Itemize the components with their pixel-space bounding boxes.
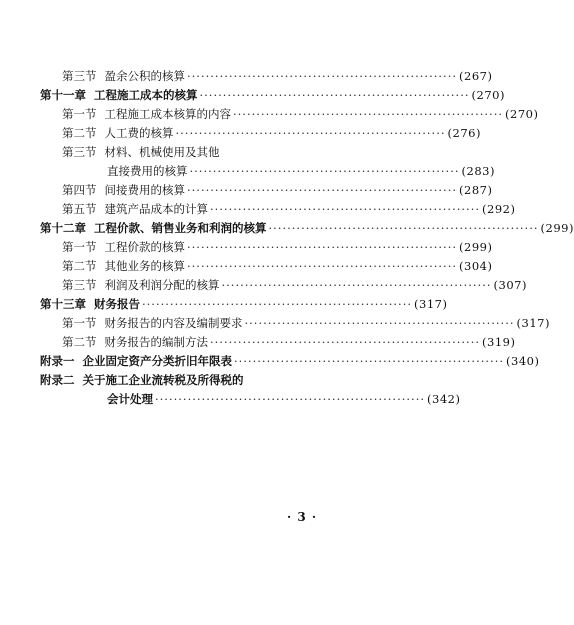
toc-entry-label: 第二节 xyxy=(62,259,97,273)
leader-dots: ·························································· xyxy=(187,69,458,83)
toc-entry xyxy=(62,182,493,198)
toc-entry-title: 其他业务的核算 xyxy=(104,259,185,273)
leader-dots: ·························································· xyxy=(244,316,515,330)
toc-entry xyxy=(62,334,516,350)
toc-entry-label: 第五节 xyxy=(62,202,97,216)
toc-entry-page: (299) xyxy=(459,240,493,254)
toc-entry-page: (342) xyxy=(427,392,461,406)
leader-dots: ·························································· xyxy=(189,164,460,178)
toc-entry-page: (299) xyxy=(540,221,574,235)
toc-entry-title: 财务报告的内容及编制要求 xyxy=(104,316,243,330)
toc-entry-label: 附录一 xyxy=(40,354,75,368)
toc-entry-title: 人工费的核算 xyxy=(104,126,174,140)
toc-entry-page: (270) xyxy=(505,107,539,121)
toc-entry-title: 建筑产品成本的计算 xyxy=(104,202,208,216)
toc-entry xyxy=(62,106,539,122)
toc-entry xyxy=(40,220,574,236)
leader-dots: ·························································· xyxy=(210,202,481,216)
toc-entry-label: 第十三章 xyxy=(40,297,86,311)
toc-entry-title: 关于施工企业流转税及所得税的 xyxy=(82,373,244,387)
toc-entry xyxy=(40,372,244,388)
leader-dots: ·························································· xyxy=(234,354,505,368)
toc-entry xyxy=(62,258,493,274)
page-number: · 3 · xyxy=(287,510,318,524)
toc-entry-label: 第二节 xyxy=(62,126,97,140)
leader-dots: ·························································· xyxy=(221,278,492,292)
toc-entry xyxy=(62,201,516,217)
toc-entry-title: 工程施工成本核算的内容 xyxy=(104,107,231,121)
toc-entry-label: 第十二章 xyxy=(40,221,86,235)
toc-entry xyxy=(62,315,550,331)
toc-entry xyxy=(107,391,461,407)
toc-entry-title: 财务报告的编制方法 xyxy=(104,335,208,349)
toc-entry xyxy=(62,239,493,255)
toc-entry xyxy=(62,125,481,141)
toc-entry-label: 第十一章 xyxy=(40,88,86,102)
toc-entry xyxy=(62,68,493,84)
toc-entry-title: 工程施工成本的核算 xyxy=(94,88,198,102)
toc-entry-label: 第三节 xyxy=(62,69,97,83)
toc-entry-label: 第一节 xyxy=(62,316,97,330)
toc-entry-title: 间接费用的核算 xyxy=(104,183,185,197)
toc-entry xyxy=(62,144,220,160)
toc-entry-page: (304) xyxy=(459,259,493,273)
leader-dots: ·························································· xyxy=(187,259,458,273)
leader-dots: ·························································· xyxy=(142,297,413,311)
toc-entry-title: 工程价款、销售业务和利润的核算 xyxy=(94,221,267,235)
toc-entry-title: 盈余公积的核算 xyxy=(104,69,185,83)
toc-entry-page: (283) xyxy=(461,164,495,178)
toc-entry-label: 第四节 xyxy=(62,183,97,197)
toc-entry-page: (292) xyxy=(482,202,516,216)
toc-entry-title: 直接费用的核算 xyxy=(107,164,188,178)
toc-entry xyxy=(40,87,505,103)
toc-entry-title: 利润及利润分配的核算 xyxy=(104,278,220,292)
toc-entry-title: 材料、机械使用及其他 xyxy=(104,145,220,159)
leader-dots: ·························································· xyxy=(155,392,426,406)
toc-entry-page: (276) xyxy=(447,126,481,140)
toc-entry-page: (307) xyxy=(493,278,527,292)
toc-entry-page: (267) xyxy=(459,69,493,83)
toc-entry xyxy=(40,296,448,312)
toc-entry-page: (287) xyxy=(459,183,493,197)
toc-entry-title: 企业固定资产分类折旧年限表 xyxy=(82,354,232,368)
toc-entry-title: 财务报告 xyxy=(94,297,140,311)
toc-entry-page: (340) xyxy=(506,354,540,368)
toc-entry xyxy=(107,163,495,179)
toc-entry-title: 会计处理 xyxy=(107,392,153,406)
toc-entry-label: 第三节 xyxy=(62,278,97,292)
toc-entry-label: 第一节 xyxy=(62,107,97,121)
toc-entry-label: 第二节 xyxy=(62,335,97,349)
toc-entry xyxy=(62,277,527,293)
toc-entry-page: (270) xyxy=(471,88,505,102)
leader-dots: ·························································· xyxy=(210,335,481,349)
toc-entry-label: 第三节 xyxy=(62,145,97,159)
leader-dots: ·························································· xyxy=(187,183,458,197)
toc-entry-page: (317) xyxy=(414,297,448,311)
toc-entry-label: 附录二 xyxy=(40,373,75,387)
toc-entry-title: 工程价款的核算 xyxy=(104,240,185,254)
leader-dots: ·························································· xyxy=(268,221,539,235)
leader-dots: ·························································· xyxy=(233,107,504,121)
leader-dots: ·························································· xyxy=(175,126,446,140)
toc-entry-page: (317) xyxy=(516,316,550,330)
toc-entry-page: (319) xyxy=(482,335,516,349)
leader-dots: ·························································· xyxy=(187,240,458,254)
toc-entry xyxy=(40,353,540,369)
leader-dots: ·························································· xyxy=(199,88,470,102)
toc-entry-label: 第一节 xyxy=(62,240,97,254)
